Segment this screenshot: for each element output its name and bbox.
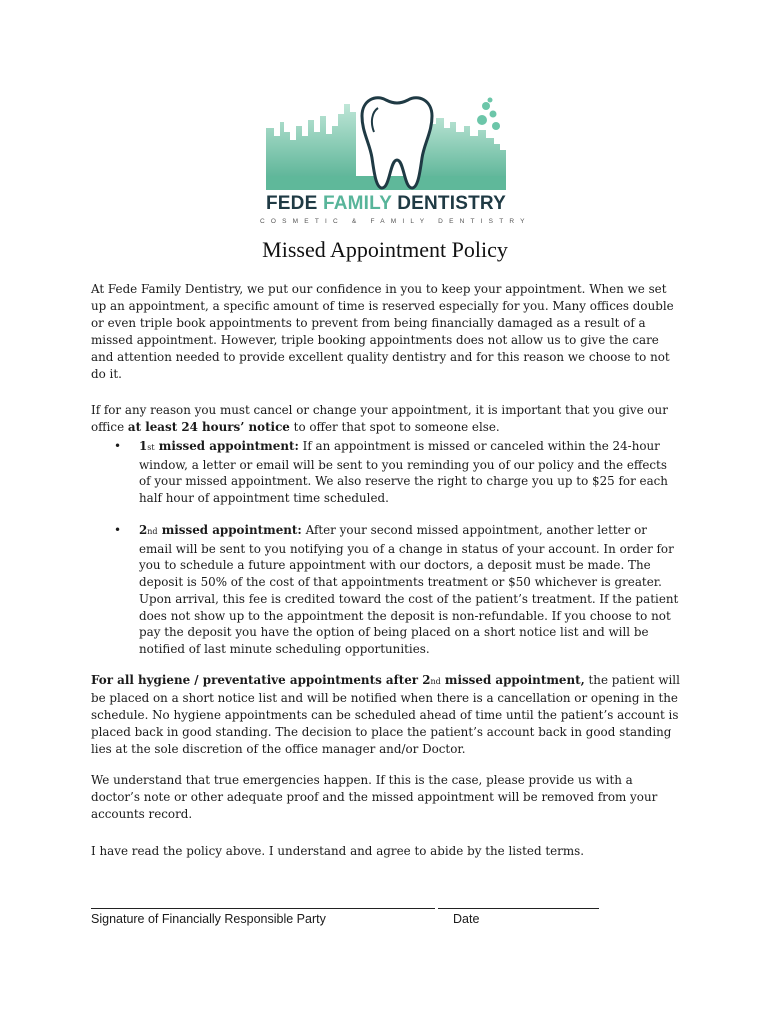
list-item <box>114 522 679 658</box>
balloon-icon <box>488 98 493 103</box>
hygiene-text: the patient will be placed on a short notice list and will be notified when there is a cancellation or opening in the schedule. No hygiene appointments can be scheduled ahead of time until the patient’s account is placed back in good standing. The decision to place the patient’s account back in good standing lies at the sole discretion of the office manager and/or Doctor. <box>91 673 680 756</box>
notice-paragraph <box>91 402 683 436</box>
bullet-number: 2 <box>139 523 148 537</box>
brand-dentistry: DENTISTRY <box>391 193 506 214</box>
bullet-text: After your second missed appointment, another letter or email will be sent to you notifying you of a change in status of your account. In order for you to schedule a future appointment with our doctors, a deposit must be made. The deposit is 50% of the cost of that appointments treatment or $50 whichever is greater. Upon arrival, this fee is credited toward the cost of the patient’s treatment. If the patient does not show up to the appointment the deposit is non-refundable. If you choose to not pay the deposit you have the option of being placed on a short notice list and will be notified of last minute scheduling opportunities. <box>139 523 679 656</box>
bullet-ordinal: st <box>147 443 155 452</box>
practice-logo <box>260 92 531 232</box>
notice-emphasis: at least 24 hours’ notice <box>127 420 290 434</box>
bullet-icon: • <box>114 439 122 453</box>
bullet-number: 1 <box>139 439 148 453</box>
bullet-heading: missed appointment: <box>154 439 299 453</box>
bullet-text: If an appointment is missed or canceled within the 24-hour window, a letter or email will be sent to you reminding you of our policy and the effects of your missed appointment. We also reserve the right to charge you up to $25 for each half hour of appointment time scheduled. <box>139 439 668 506</box>
signature-line[interactable] <box>91 908 435 909</box>
signature-label: Signature of Financially Responsible Party <box>91 912 326 926</box>
brand-fede: FEDE <box>266 193 323 214</box>
hygiene-heading-end: missed appointment, <box>440 673 585 687</box>
bullet-icon: • <box>114 523 122 537</box>
bullet-ordinal: nd <box>147 527 158 536</box>
brand-tagline: COSMETIC & FAMILY DENTISTRY <box>260 218 531 225</box>
page-title: Missed Appointment Policy <box>262 237 508 262</box>
list-item <box>114 438 679 507</box>
brand-family: FAMILY <box>322 193 392 214</box>
agreement-paragraph: I have read the policy above. I understand and agree to abide by the listed terms. <box>91 844 585 858</box>
hygiene-heading: For all hygiene / preventative appointments after 2 <box>91 673 431 687</box>
balloon-icon <box>492 122 500 130</box>
date-label: Date <box>453 912 480 926</box>
balloon-icon <box>482 102 490 110</box>
brand-name <box>260 193 512 215</box>
intro-paragraph: At Fede Family Dentistry, we put our confidence in you to keep your appointment. When we set up an appointment, a specific amount of time is reserved especially for you. Many offices double or even triple book appointments to prevent from being financially damaged as a result of a missed appointment. However, triple booking appointments does not allow us to give the care and attention needed to provide excellent quality dentistry and for this reason we choose to not do it. <box>91 282 674 381</box>
date-line[interactable] <box>438 908 599 909</box>
hygiene-paragraph <box>91 672 683 758</box>
balloon-icon <box>490 111 497 118</box>
notice-text: If for any reason you must cancel or change your appointment, it is important that you give our office <box>91 403 668 434</box>
hygiene-ordinal: nd <box>430 677 441 686</box>
bullet-heading: missed appointment: <box>157 523 302 537</box>
skyline-tooth-graphic <box>260 92 512 192</box>
notice-text-end: to offer that spot to someone else. <box>289 420 500 434</box>
balloon-icon <box>477 115 487 125</box>
emergencies-paragraph: We understand that true emergencies happen. If this is the case, please provide us with a doctor’s note or other adequate proof and the missed appointment will be removed from your accounts record. <box>91 773 658 821</box>
